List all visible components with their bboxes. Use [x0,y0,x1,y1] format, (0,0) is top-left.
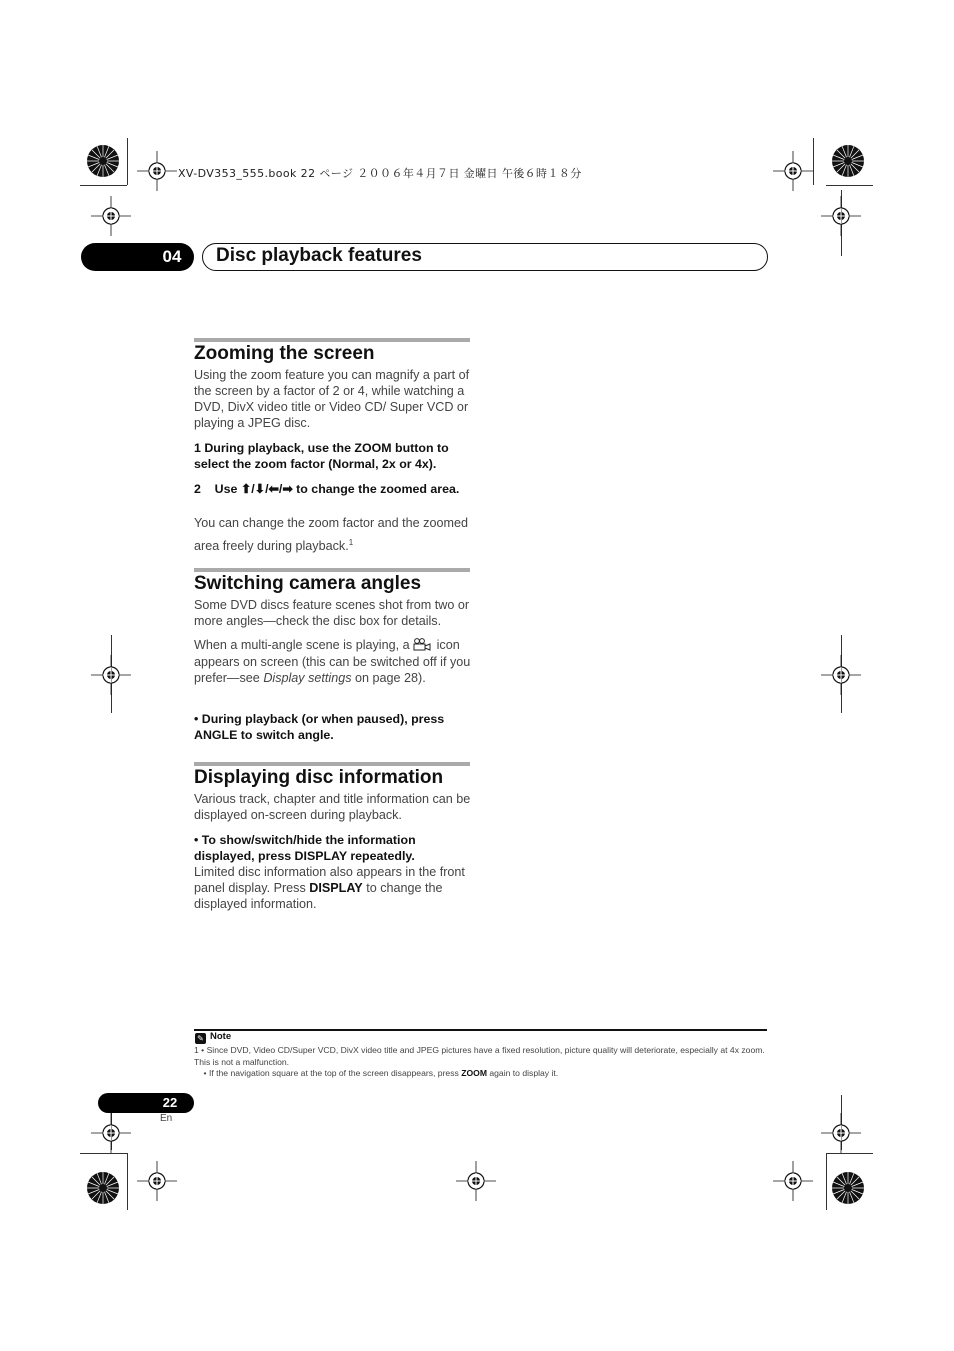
section-title-angles: Switching camera angles [194,573,422,594]
info-bullet: • To show/switch/hide the information displayed, press DISPLAY repeatedly. [194,833,416,863]
angles-bullet: • During playback (or when paused), press ANGLE to switch angle. [194,712,445,742]
footnote-1: 1 • Since DVD, Video CD/Super VCD, DivX video title and JPEG pictures have a fixed resolution, picture quality will deteriorate, especially at 4x zoom. This is not a malfunction. [194,1045,765,1067]
angles-p1: Some DVD discs feature scenes shot from two or more angles—check the disc box for details. [194,598,470,628]
footnote-ref: 1 [348,538,354,547]
arrow-keys-icon: ⬆/⬇/⬅/➡ [240,482,293,496]
zoom-step-2-body: You can change the zoom factor and the zoomed area freely during playback.$^1$ [194,516,468,554]
zoom-step-1: 1 During playback, use the ZOOM button to select the zoom factor (Normal, 2x or 4x). [194,441,449,471]
zoom-step-2: 2 Use ⬆/⬇/⬅/➡ to change the zoomed area. [194,482,460,496]
section-rule [194,338,470,342]
camera-angle-icon [413,638,433,651]
info-p2: Limited disc information also appears in the front panel display. Press DISPLAY to change the displayed information. [194,865,465,911]
note-icon: ✎ [195,1033,206,1044]
print-file-info: XV-DV353_555.book 22 ページ ２００６年４月７日 金曜日 午後６時１８分 [178,167,582,180]
section-title-zoom: Zooming the screen [194,343,375,364]
page-language: En [160,1113,173,1124]
page-number: 22 [162,1095,178,1110]
chapter-title: Disc playback features [216,245,422,266]
display-settings-ref: Display settings [263,671,352,685]
zoom-intro: Using the zoom feature you can magnify a part of the screen by a factor of 2 or 4, while watching a DVD, DivX video title or Video CD/ Super VCD or playing a JPEG disc. [194,368,470,430]
chapter-number: 04 [162,247,182,266]
section-title-info: Displaying disc information [194,767,444,788]
info-p1: Various track, chapter and title information can be displayed on-screen during playback. [194,792,471,822]
note-rule [194,1029,767,1031]
note-label: Note [210,1031,232,1042]
angles-p2: When a multi-angle scene is playing, a icon appears on screen (this can be switched off if you prefer—see Display settings on page 28). [194,638,471,685]
section-rule [194,762,470,766]
footnote-2: • If the navigation square at the top of the screen disappears, press ZOOM again to display it. [194,1068,559,1078]
section-rule [194,568,470,572]
